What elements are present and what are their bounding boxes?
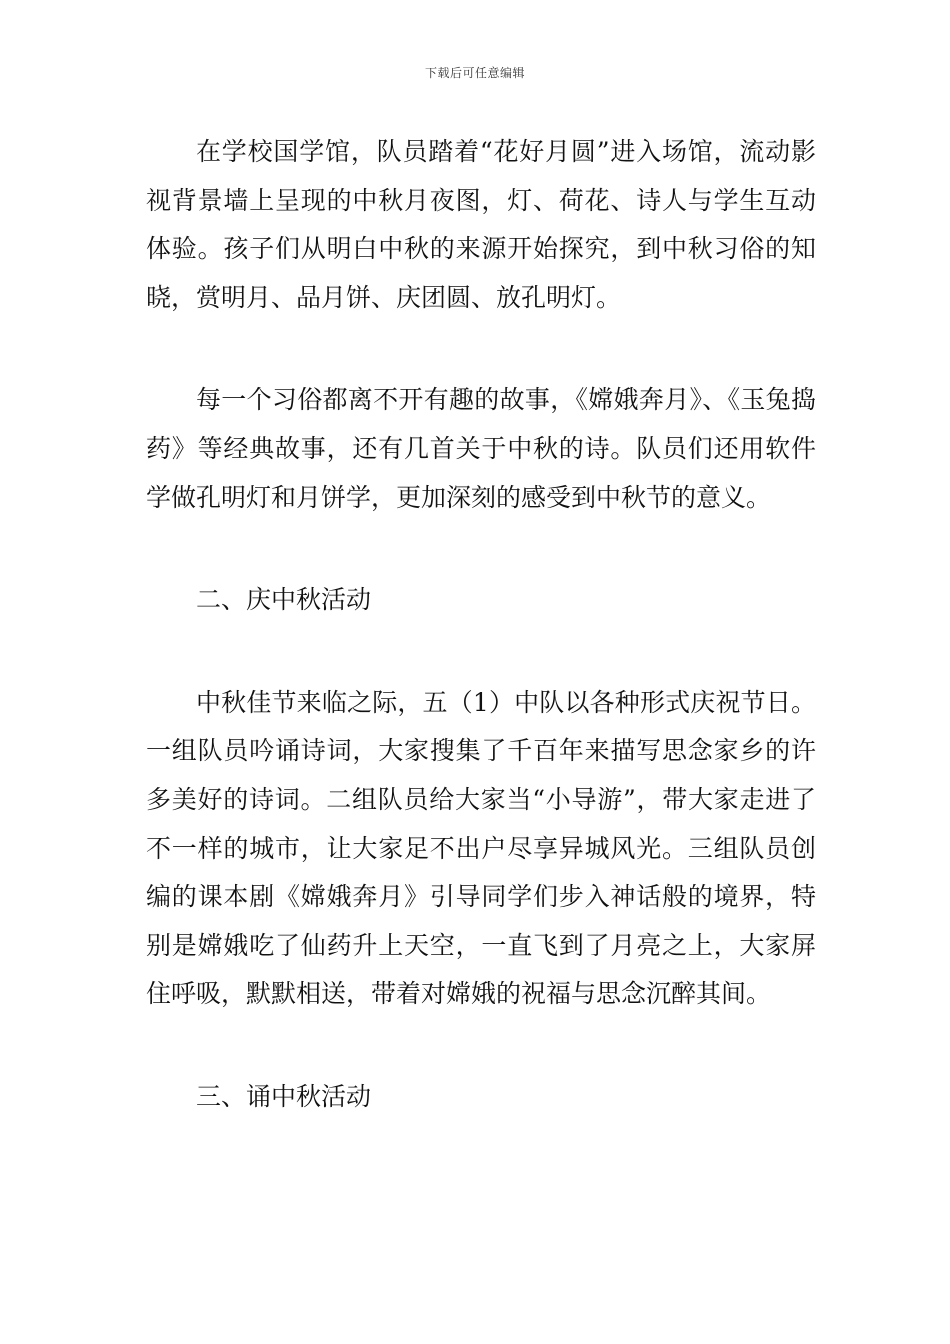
paragraph-celebration: 中秋佳节来临之际，五（1）中队以各种形式庆祝节日。一组队员吟诵诗词，大家搜集了千百年来描写思念家乡的许多美好的诗词。二组队员给大家当“小导游”，带大家走进了不一样的城市，让大家足不出户尽享异城风光。三组队员创编的课本剧《嫦娥奔月》引导同学们步入神话般的境界，特别是嫦娥吃了仙药升上天空，一直飞到了月亮之上，大家屏住呼吸，默默相送，带着对嫦娥的祝福与思念沉醉其间。 [146,687,816,1009]
document-body [146,128,816,1122]
section-heading-recite: 三、诵中秋活动 [196,1081,372,1111]
section-heading-celebrate: 二、庆中秋活动 [196,585,372,615]
paragraph-gap [146,322,816,376]
paragraph-customs-stories: 每一个习俗都离不开有趣的故事，《嫦娥奔月》、《玉兔捣药》等经典故事，还有几首关于中秋的诗。队员们还用软件学做孔明灯和月饼学，更加深刻的感受到中秋节的意义。 [146,385,816,512]
paragraph-gap [146,1019,816,1073]
paragraph-gap [146,625,816,679]
paragraph-guoxueguan: 在学校国学馆，队员踏着“花好月圆”进入场馆，流动影视背景墙上呈现的中秋月夜图，灯、荷花、诗人与学生互动体验。孩子们从明白中秋的来源开始探究，到中秋习俗的知晓，赏明月、品月饼、庆团圆、放孔明灯。 [146,137,816,312]
page-header: 下载后可任意编辑 [424,66,525,80]
paragraph-gap [146,522,816,576]
